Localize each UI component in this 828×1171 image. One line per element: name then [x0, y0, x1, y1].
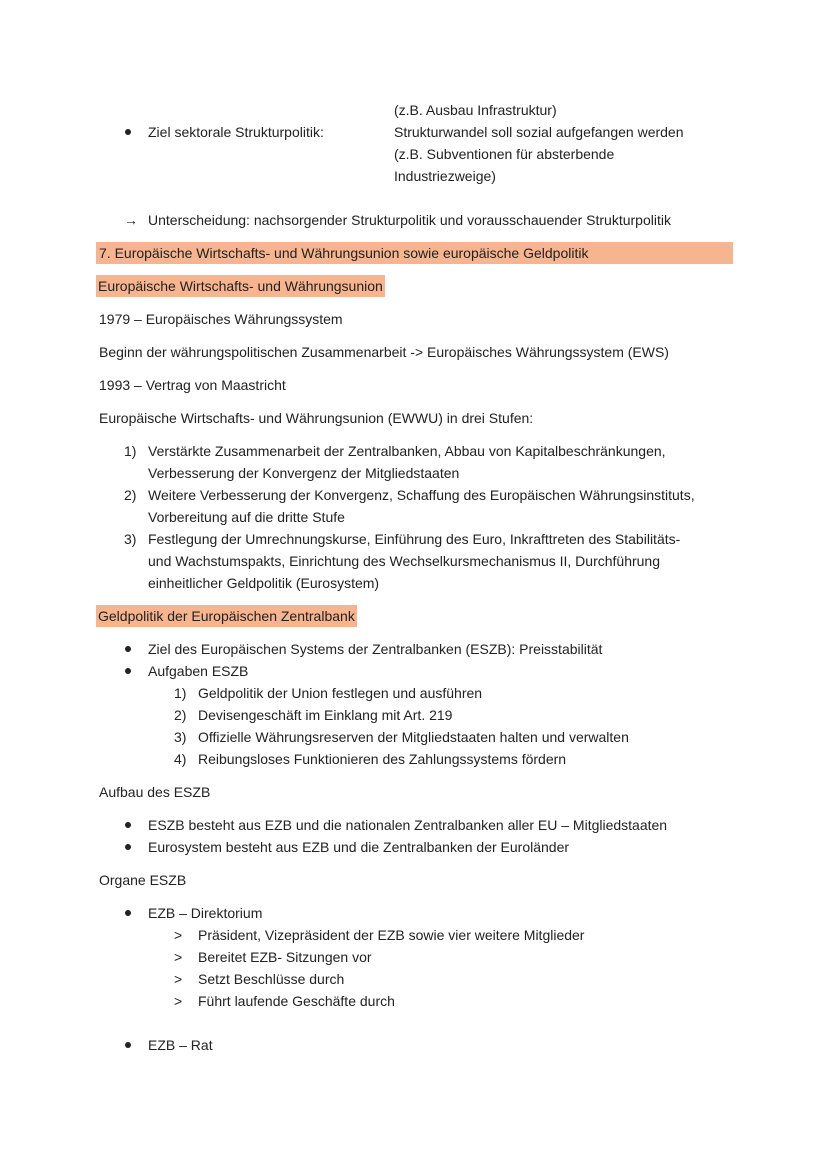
list-number: 1) [124, 443, 137, 459]
list-number: 2) [124, 487, 137, 503]
list-item: einheitlicher Geldpolitik (Eurosystem) [148, 575, 380, 591]
list-item: Offizielle Währungsreserven der Mitgliedstaaten halten und verwalten [198, 729, 629, 745]
text-line: (z.B. Subventionen für absterbende [394, 146, 615, 162]
bullet-text: Aufgaben ESZB [148, 663, 249, 679]
list-item: Reibungsloses Funktionieren des Zahlungssystems fördern [198, 751, 567, 767]
list-item: Präsident, Vizepräsident der EZB sowie vier weitere Mitglieder [198, 927, 585, 943]
bullet-icon [125, 844, 131, 850]
bullet-text: Ziel des Europäischen Systems der Zentralbanken (ESZB): Preisstabilität [148, 641, 603, 657]
list-number: 1) [174, 685, 187, 701]
bullet-text: EZB – Direktorium [148, 905, 263, 921]
list-item: Führt laufende Geschäfte durch [198, 993, 395, 1009]
list-item: Verstärkte Zusammenarbeit der Zentralbanken, Abbau von Kapitalbeschränkungen, [148, 443, 666, 459]
subheading-ewwu: Europäische Wirtschafts- und Währungsunion [96, 275, 385, 297]
chevron-right-icon: > [174, 949, 183, 965]
chevron-right-icon: > [174, 993, 183, 1009]
bullet-text: EZB – Rat [148, 1037, 213, 1053]
list-item: Devisengeschäft im Einklang mit Art. 219 [198, 707, 453, 723]
bullet-icon [125, 129, 131, 135]
text-line: (z.B. Ausbau Infrastruktur) [394, 102, 557, 118]
list-item: Weitere Verbesserung der Konvergenz, Schaffung des Europäischen Währungsinstituts, [148, 487, 695, 503]
list-item: Vorbereitung auf die dritte Stufe [148, 509, 345, 525]
list-number: 2) [174, 707, 187, 723]
paragraph: 1979 – Europäisches Währungssystem [99, 311, 343, 327]
list-item: Geldpolitik der Union festlegen und ausführen [198, 685, 483, 701]
bullet-icon [125, 646, 131, 652]
bullet-label: Ziel sektorale Strukturpolitik: [148, 124, 324, 140]
arrow-icon: → [124, 212, 138, 228]
text-line: Strukturwandel soll sozial aufgefangen werden [394, 124, 684, 140]
bullet-icon [125, 668, 131, 674]
bullet-icon [125, 1042, 131, 1048]
bullet-icon [125, 910, 131, 916]
bullet-icon [125, 822, 131, 828]
list-item: Festlegung der Umrechnungskurse, Einführung des Euro, Inkrafttreten des Stabilitäts- [148, 531, 681, 547]
paragraph: Beginn der währungspolitischen Zusammenarbeit -> Europäisches Währungssystem (EWS) [99, 344, 669, 360]
list-item: Setzt Beschlüsse durch [198, 971, 345, 987]
list-number: 3) [174, 729, 187, 745]
list-number: 3) [124, 531, 137, 547]
bullet-text: ESZB besteht aus EZB und die nationalen Zentralbanken aller EU – Mitgliedstaaten [148, 817, 668, 833]
text-line: Industriezweige) [394, 168, 496, 184]
section-heading: 7. Europäische Wirtschafts- und Währungsunion sowie europäische Geldpolitik [96, 242, 733, 264]
arrow-text: Unterscheidung: nachsorgender Strukturpolitik und vorausschauender Strukturpolitik [148, 212, 671, 228]
list-item: und Wachstumspakts, Einrichtung des Wechselkursmechanismus II, Durchführung [148, 553, 661, 569]
bullet-text: Eurosystem besteht aus EZB und die Zentralbanken der Euroländer [148, 839, 570, 855]
chevron-right-icon: > [174, 927, 183, 943]
list-item: Verbesserung der Konvergenz der Mitgliedstaaten [148, 465, 460, 481]
subheading-geldpolitik: Geldpolitik der Europäischen Zentralbank [96, 605, 357, 627]
section-title: Aufbau des ESZB [99, 784, 211, 800]
list-item: Bereitet EZB- Sitzungen vor [198, 949, 372, 965]
section-title: Organe ESZB [99, 872, 187, 888]
paragraph: Europäische Wirtschafts- und Währungsunion (EWWU) in drei Stufen: [99, 410, 534, 426]
chevron-right-icon: > [174, 971, 183, 987]
paragraph: 1993 – Vertrag von Maastricht [99, 377, 286, 393]
list-number: 4) [174, 751, 187, 767]
